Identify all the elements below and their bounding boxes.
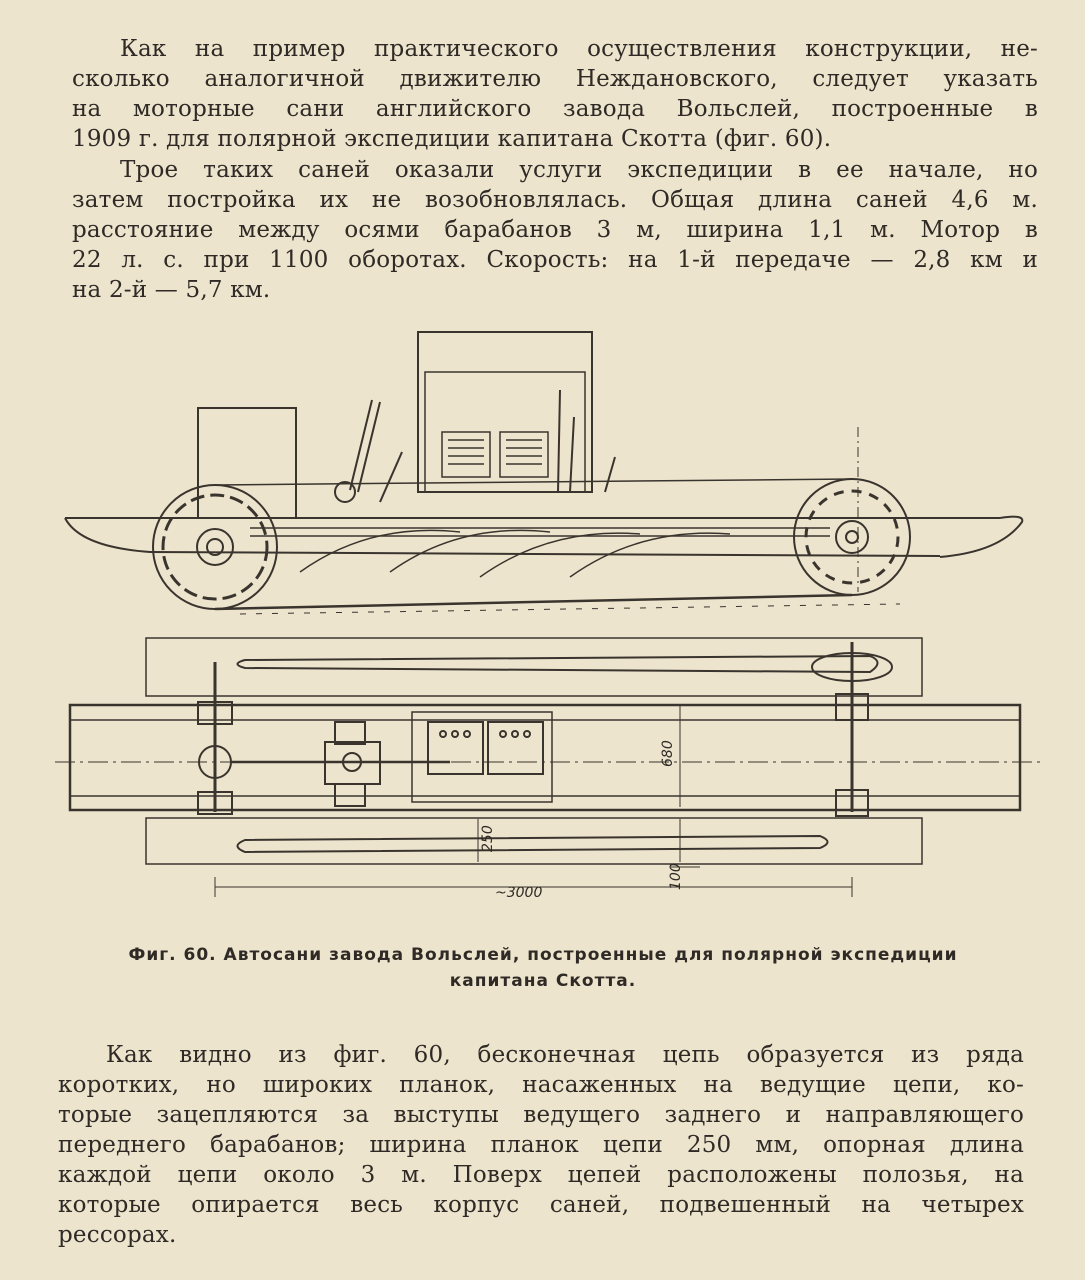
caption-line: Фиг. 60. Автосани завода Вольслей, построенные для полярной экспедиции [128,945,958,965]
text-line: рессорах. [58,1222,177,1248]
text-line: торые зацепляются за выступы ведущего заднего и направляющего [58,1102,1024,1128]
runner-top [238,656,878,672]
text-line: переднего барабанов; ширина планок цепи 250 мм, опорная длина [58,1132,1024,1158]
track-outline-top [146,638,922,696]
text-line: 22 л. с. при 1100 оборотах. Скорость: на 1-й передаче — 2,8 км и [72,247,1038,273]
side-view [65,332,1022,614]
engine-housing [418,332,592,492]
text-line: Трое таких саней оказали услуги экспедиции в ее начале, но [120,157,1038,183]
figure-caption [56,942,1030,994]
dim-width-680-label: 680 [660,740,676,767]
text-line: сколько аналогичной движителю Неждановского, следует указать [72,66,1038,92]
plan-view [55,638,1040,897]
text-line: затем постройка их не возобновлялась. Общая длина саней 4,6 м. [72,187,1038,213]
text-line: которые опирается весь корпус саней, подвешенный на четырех [58,1192,1024,1218]
gearbox [325,722,380,806]
dim-width-250-label: 250 [480,825,496,852]
paragraph-intro [72,34,1038,154]
text-line: расстояние между осями барабанов 3 м, ширина 1,1 м. Мотор в [72,217,1038,243]
text-line: Как на пример практического осуществления конструкции, не- [120,36,1038,62]
text-line: Как видно из фиг. 60, бесконечная цепь образуется из ряда [106,1042,1024,1068]
paragraph-specs [72,155,1038,305]
text-line: коротких, но широких планок, насаженных на ведущие цепи, ко- [58,1072,1024,1098]
text-line: 1909 г. для полярной экспедиции капитана Скотта (фиг. 60). [72,126,832,152]
text-line: каждой цепи около 3 м. Поверх цепей расположены полозья, на [58,1162,1024,1188]
seat-box [198,408,296,518]
dimension-lines [215,704,852,897]
dim-length-label: ~3000 [495,885,543,901]
track-belt [215,595,852,609]
caption-line: капитана Скотта. [449,971,637,991]
text-line: на 2-й — 5,7 км. [72,277,271,303]
front-drum [794,479,910,595]
rear-sprocket [153,485,277,609]
text-line: на моторные сани английского завода Вольслей, построенные в [72,96,1038,122]
figure-60-drawing [40,322,1040,912]
dim-offset-100-label: 100 [668,863,684,890]
engine [412,712,552,802]
runner-bottom [238,836,828,852]
paragraph-description [58,1040,1024,1250]
track-outline-bottom [146,818,922,864]
radiator-grille [442,432,548,477]
